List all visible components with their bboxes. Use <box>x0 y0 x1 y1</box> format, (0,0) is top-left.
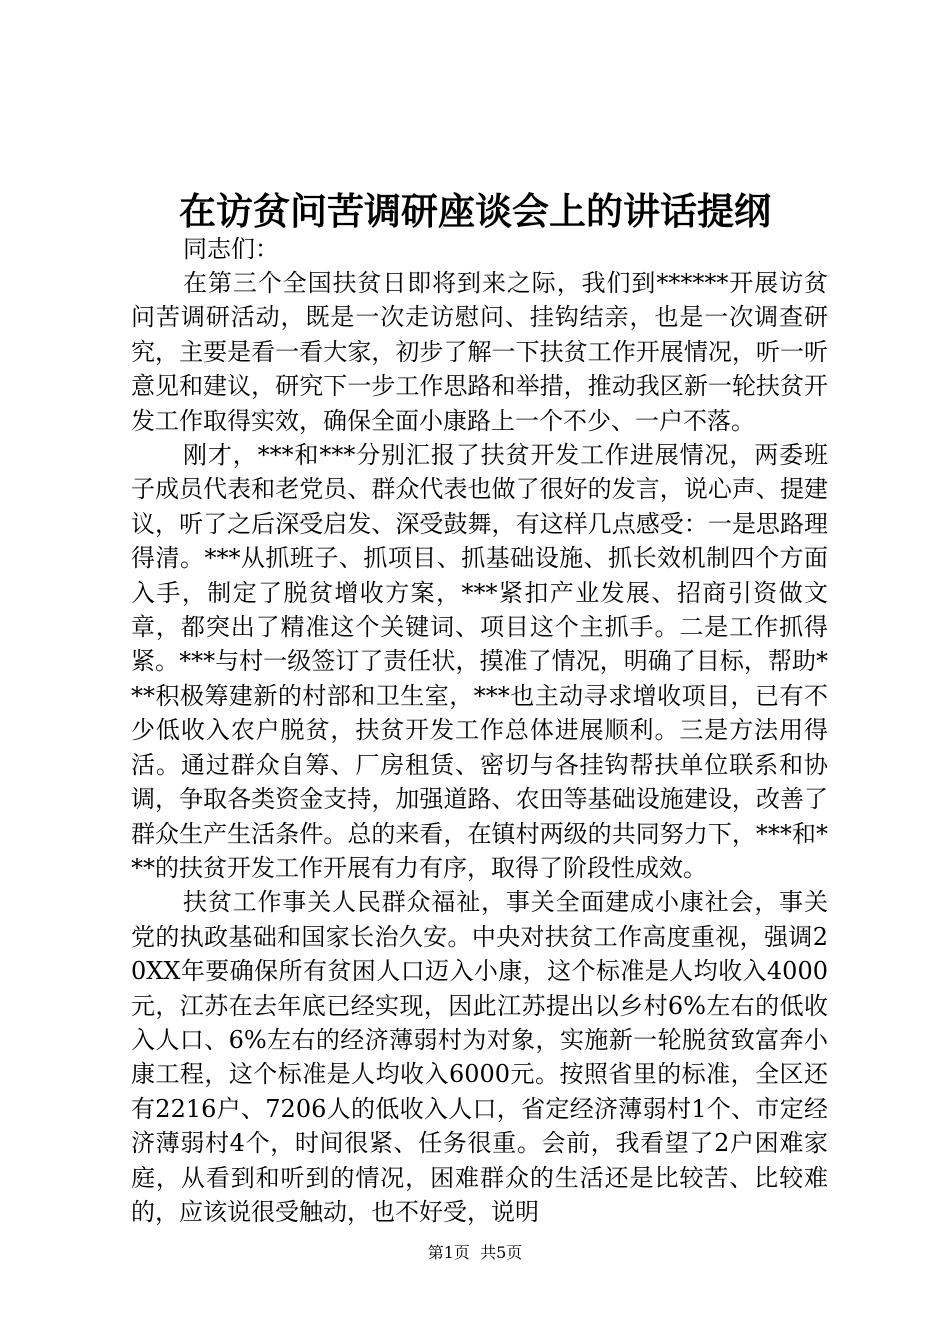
document-title: 在访贫问苦调研座谈会上的讲话提纲 <box>179 189 771 233</box>
greeting: 同志们： <box>183 235 279 263</box>
page-footer <box>0 1242 950 1264</box>
paragraph-1: 在第三个全国扶贫日即将到来之际，我们到******开展访贫问苦调研活动，既是一次走访慰问、挂钩结亲，也是一次调查研究，主要是看一看大家，初步了解一下扶贫工作开展情况，听一听意见和建议，研究下一步工作思路和举措，推动我区新一轮扶贫开发工作取得实效，确保全面小康路上一个不少、一户不落。 <box>131 269 828 435</box>
page-number: 第1页 共5页 <box>427 1243 523 1262</box>
paragraph-3: 扶贫工作事关人民群众福祉，事关全面建成小康社会，事关党的执政基础和国家长治久安。中央对扶贫工作高度重视，强调20XX年要确保所有贫困人口迈入小康，这个标准是人均收入4000元，江苏在去年底已经实现，因此江苏提出以乡村6%左右的低收入人口、6%左右的经济薄弱村为对象，实施新一轮脱贫致富奔小康工程，这个标准是人均收入6000元。按照省里的标准，全区还有2216户、7206人的低收入人口，省定经济薄弱村1个、市定经济薄弱村4个，时间很紧、任务很重。会前，我看望了2户困难家庭，从看到和听到的情况，困难群众的生活还是比较苦、比较难的，应该说很受触动，也不好受，说明 <box>131 888 828 1226</box>
paragraph-2: 刚才，***和***分别汇报了扶贫开发工作进展情况，两委班子成员代表和老党员、群众代表也做了很好的发言，说心声、提建议，听了之后深受启发、深受鼓舞，有这样几点感受：一是思路理得清。***从抓班子、抓项目、抓基础设施、抓长效机制四个方面入手，制定了脱贫增收方案，***紧扣产业发展、招商引资做文章，都突出了精准这个关键词、项目这个主抓手。二是工作抓得紧。***与村一级签订了责任状，摸准了情况，明确了目标，帮助***积极筹建新的村部和卫生室，***也主动寻求增收项目，已有不少低收入农户脱贫，扶贫开发工作总体进展顺利。三是方法用得活。通过群众自筹、厂房租赁、密切与各挂钩帮扶单位联系和协调，争取各类资金支持，加强道路、农田等基础设施建设，改善了群众生产生活条件。总的来看，在镇村两级的共同努力下，***和***的扶贫开发工作开展有力有序，取得了阶段性成效。 <box>131 441 828 882</box>
document-body <box>131 232 828 1229</box>
